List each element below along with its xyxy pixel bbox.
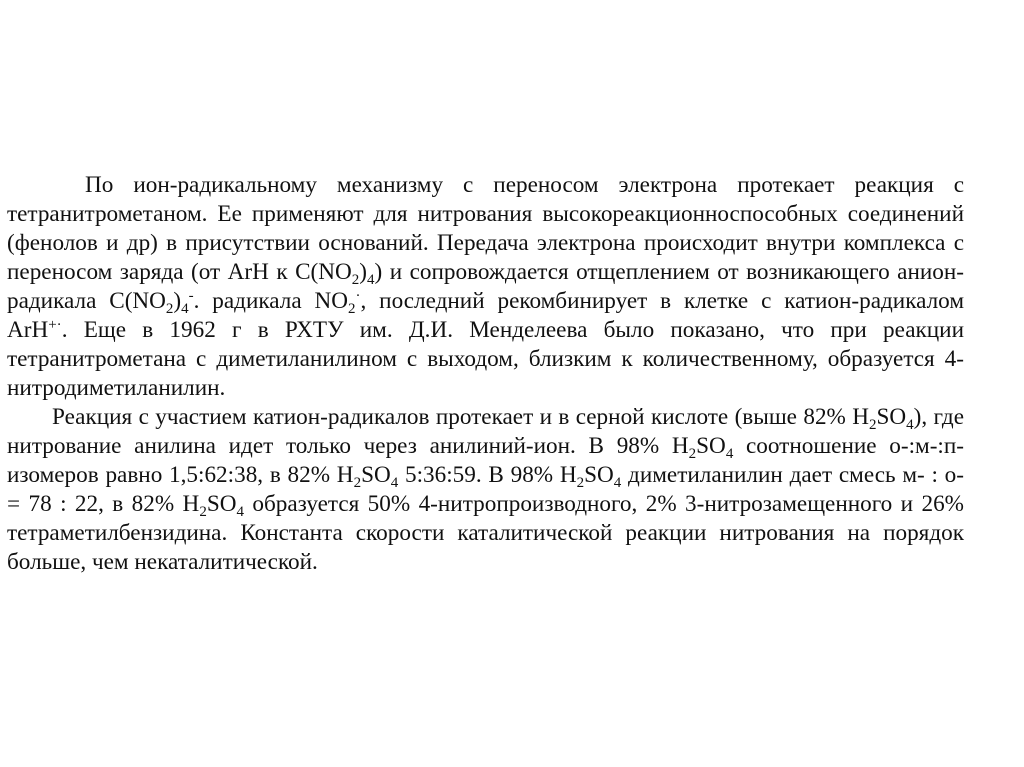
superscript: +· bbox=[48, 317, 62, 333]
paragraph-sulfuric-acid-nitration bbox=[7, 403, 964, 577]
superscript: - bbox=[188, 288, 194, 304]
text-run: ) bbox=[173, 288, 182, 314]
subscript: 2 bbox=[576, 475, 585, 491]
subscript: 2 bbox=[199, 504, 207, 520]
text-run: SO bbox=[206, 491, 237, 517]
subscript: 2 bbox=[348, 301, 356, 317]
text-run: соотношение о-:м-:п-изомеров равно 1,5:62:38, в 82% H bbox=[7, 433, 964, 488]
subscript: 2 bbox=[868, 417, 877, 433]
subscript: 4 bbox=[906, 417, 914, 433]
paragraph-ion-radical-mechanism bbox=[7, 171, 964, 403]
text-run: SO bbox=[361, 462, 391, 488]
subscript: 2 bbox=[165, 301, 174, 317]
text-run: образуется 50% 4-нитропроизводного, 2% 3-нитрозамещенного и 26% тетраметилбензидина. Константа скорости каталитической реакции нитрования на порядок больше, чем некаталитической. bbox=[7, 491, 964, 575]
text-run: ), где нитрование анилина идет только через анилиний-ион. В 98% H bbox=[7, 404, 964, 459]
superscript: · bbox=[355, 288, 361, 304]
text-run: SO bbox=[696, 433, 726, 459]
text-run: ) bbox=[359, 259, 367, 285]
text-run: ) и сопровождается отщеплением от возникающего анион-радикала C(NO bbox=[7, 259, 964, 314]
text-run: . Еще в 1962 г в РХТУ им. Д.И. Менделеева было показано, что при реакции тетранитрометана с диметиланилином с выходом, близким к количественному, образуется 4-нитродиметиланилин. bbox=[7, 317, 964, 401]
text-run: диметиланилин дает смесь м- : о- = 78 : 22, в 82% H bbox=[7, 462, 964, 517]
text-run: SO bbox=[584, 462, 614, 488]
subscript: 4 bbox=[181, 301, 189, 317]
subscript: 4 bbox=[367, 272, 375, 288]
text-run: , последний рекомбинирует в клетке с катион-радикалом ArH bbox=[7, 288, 964, 343]
text-run: Реакция с участием катион-радикалов протекает и в серной кислоте (выше 82% H bbox=[52, 404, 869, 430]
subscript: 2 bbox=[688, 446, 697, 462]
subscript: 4 bbox=[725, 446, 734, 462]
text-run: SO bbox=[876, 404, 907, 430]
subscript: 4 bbox=[613, 475, 622, 491]
subscript: 4 bbox=[390, 475, 399, 491]
text-run: 5:36:59. В 98% H bbox=[398, 462, 577, 488]
subscript: 2 bbox=[353, 475, 362, 491]
text-run: По ион-радикальному механизму с переносом электрона протекает реакция с тетранитрометаном. Ее применяют для нитрования высокореакционноспособных соединений (фенолов и др) в присутствии оснований. Передача электрона происходит внутри комплекса с переносом заряда (от ArH к C(NO bbox=[7, 172, 964, 285]
text-run: . радикала NO bbox=[193, 288, 349, 314]
document-body bbox=[7, 171, 964, 577]
subscript: 4 bbox=[236, 504, 244, 520]
subscript: 2 bbox=[351, 272, 360, 288]
